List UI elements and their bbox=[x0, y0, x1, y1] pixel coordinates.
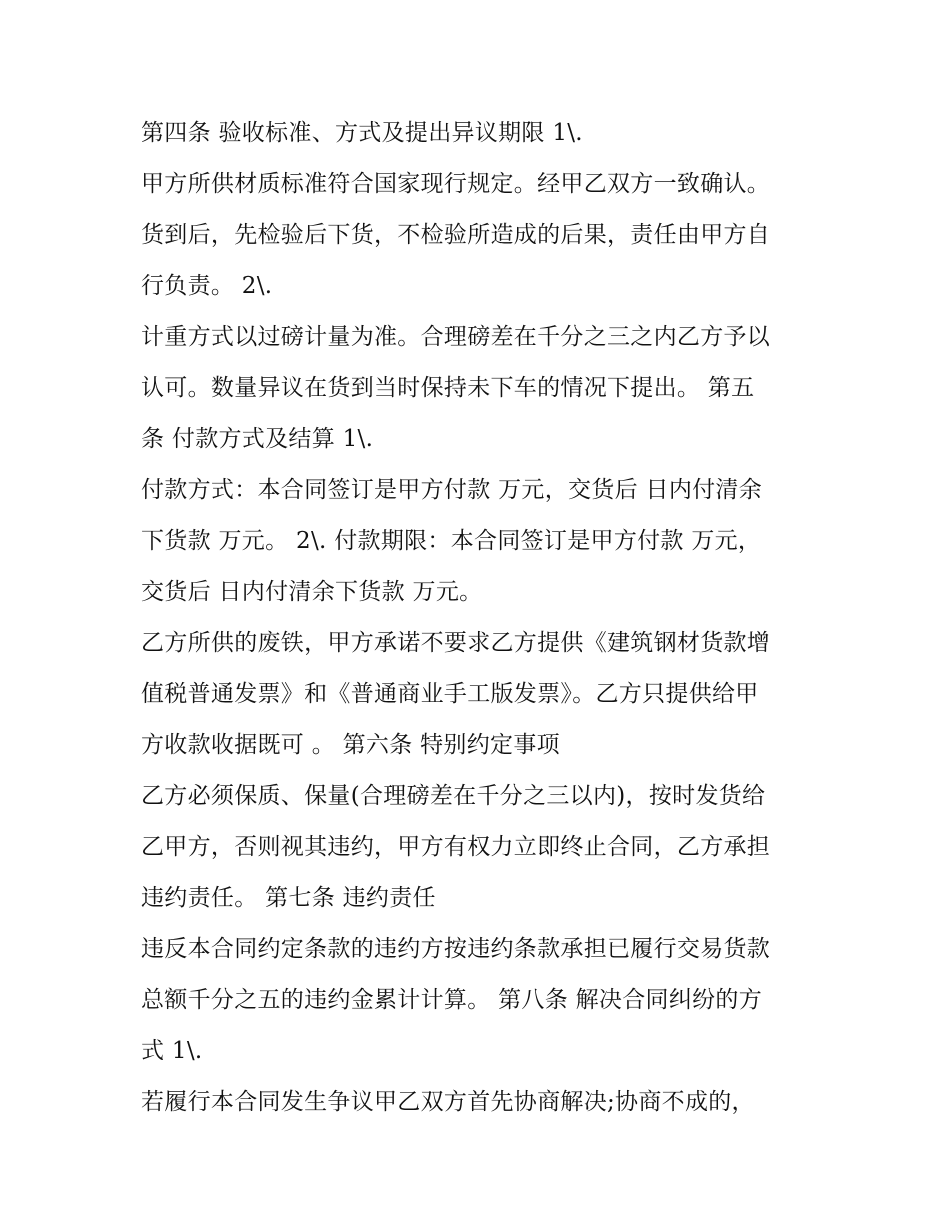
text-line: 乙甲方，否则视其违约，甲方有权力立即终止合同，乙方承担 bbox=[141, 834, 771, 860]
text-line: 货到后，先检验后下货，不检验所造成的后果，责任由甲方自 bbox=[141, 222, 771, 248]
text-line: 乙方必须保质、保量(合理磅差在千分之三以内)，按时发货给 bbox=[141, 783, 766, 809]
text-line: 乙方所供的废铁，甲方承诺不要求乙方提供《建筑钢材货款增 bbox=[141, 630, 771, 656]
text-line: 值税普通发票》和《普通商业手工版发票》。乙方只提供给甲 bbox=[141, 681, 759, 707]
text-line: 式 1\. bbox=[141, 1038, 203, 1064]
contract-text-block bbox=[141, 108, 821, 1128]
text-line: 认可。数量异议在货到当时保持未下车的情况下提出。 第五 bbox=[141, 375, 755, 401]
text-line: 甲方所供材质标准符合国家现行规定。经甲乙双方一致确认。 bbox=[141, 171, 771, 197]
text-line: 行负责。 2\. bbox=[141, 273, 273, 299]
text-line: 违约责任。 第七条 违约责任 bbox=[141, 885, 436, 911]
text-line: 条 付款方式及结算 1\. bbox=[141, 426, 374, 452]
text-line: 总额千分之五的违约金累计计算。 第八条 解决合同纠纷的方 bbox=[141, 987, 763, 1013]
text-line: 交货后 日内付清余下货款 万元。 bbox=[141, 579, 483, 605]
text-line: 若履行本合同发生争议甲乙双方首先协商解决;协商不成的， bbox=[141, 1089, 755, 1115]
text-line: 下货款 万元。 2\. 付款期限：本合同签订是甲方付款 万元， bbox=[141, 528, 762, 554]
text-line: 计重方式以过磅计量为准。合理磅差在千分之三之内乙方予以 bbox=[141, 324, 771, 350]
text-line: 方收款收据既可 。 第六条 特别约定事项 bbox=[141, 732, 560, 758]
text-line: 违反本合同约定条款的违约方按违约条款承担已履行交易货款 bbox=[141, 936, 771, 962]
text-line: 第四条 验收标准、方式及提出异议期限 1\. bbox=[141, 120, 583, 146]
text-line: 付款方式：本合同签订是甲方付款 万元，交货后 日内付清余 bbox=[141, 477, 763, 503]
